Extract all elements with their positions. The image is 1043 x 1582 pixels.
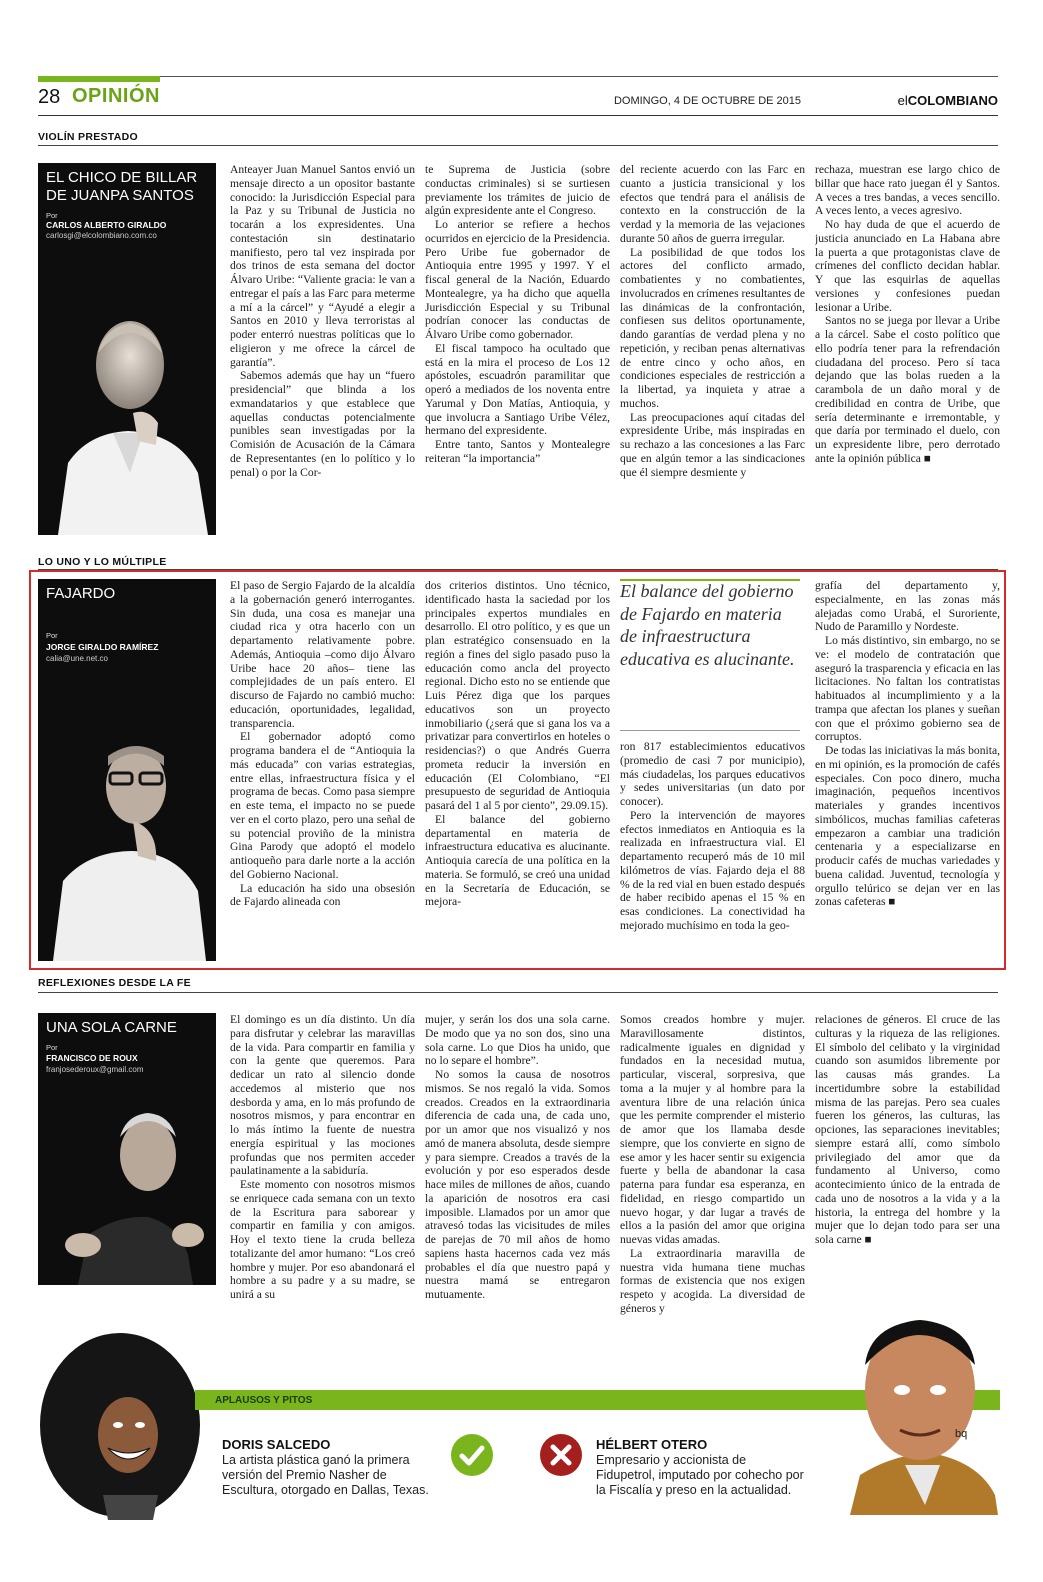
- paragraph: ron 817 establecimientos educativos (promedio de casi 7 por municipio), más ciudadelas, los parques educativos y sedes universitarias (un dato por conocer).: [620, 740, 805, 808]
- pito-name: HÉLBERT OTERO: [596, 1437, 708, 1452]
- highlight-box: [29, 570, 1006, 970]
- paragraph: El domingo es un día distinto. Un día para disfrutar y celebrar las maravillas de la vida. Para compartir en familia y con la gente que queremos. Para dedicar un rato al silencio donde accedemos al misterio que nos desborda y ama, en lo más profundo de nosotros mismos, y para encontrar en lo más íntimo la fuente de nuestra energía espiritual y las mociones profundas que nos permiten acceder paulatinamente a la sabiduría.: [230, 1013, 415, 1178]
- author-portrait-box: [38, 163, 216, 535]
- byline-prefix: Por: [46, 211, 58, 220]
- paragraph: Entre tanto, Santos y Montealegre reiteran “la importancia”: [425, 438, 610, 465]
- cross-icon: [540, 1434, 582, 1476]
- byline-prefix: Por: [46, 1043, 58, 1052]
- aplausos-title: APLAUSOS Y PITOS: [215, 1395, 313, 1406]
- author-email: calia@une.net.co: [46, 654, 108, 663]
- helbert-otero-caricature: [830, 1305, 1010, 1515]
- paragraph: El gobernador adoptó como programa bandera el de “Antioquia la más educada” con varias estrategias, entre ellas, infraestructura física y el programa de becas. Como pasa siempre en este tema, el impacto no se puede ver en el corto plazo, pero una señal de su potencial proviño de la ministra Gina Parody que adoptó el modelo antioqueño para darle norte a la acción del Gobierno Nacional.: [230, 730, 415, 881]
- header-bottom-rule: [38, 115, 998, 116]
- page-number: 28: [38, 86, 61, 108]
- byline-prefix: Por: [46, 631, 58, 640]
- article-title: FAJARDO: [46, 585, 116, 602]
- paragraph: Somos creados hombre y mujer. Maravillosamente distintos, radicalmente iguales en dignidad y fundados en la necesidad mutua, particular, visceral, sorpresiva, que toma a la mujer y al hombre para la aventura libre de una relación única que les permite comprender el misterio de amor que los llamaba desde siempre, que los convierte en signo de ese amor y les hacer sentir su exigencia fuerte y bella de abandonar la casa paterna para fundar esa esperanza, en fidelidad, en riesgo compartido un nuevo hogar, y dar lugar a través de ellos a la pasión del amor que origina nuevas vidas amadas.: [620, 1013, 805, 1246]
- cartoonist-signature: bq: [955, 1428, 968, 1440]
- article-column: [620, 1013, 805, 1375]
- section-name: OPINIÓN: [72, 85, 160, 107]
- section-rule: [38, 992, 998, 993]
- paragraph: del reciente acuerdo con las Farc en cuanto a justicia transicional y los efectos que tendrá para el análisis de contexto en la construcción de la verdad y la memoria de las vejaciones durante 50 años de guerra irregular.: [620, 163, 805, 245]
- paragraph: dos criterios distintos. Uno técnico, identificado hasta la saciedad por los principales expertos mundiales en desarrollo. El otro político, y es que un plan estratégico consensuado en la región a fines del siglo pasado puso la educación como ancla del proyecto regional. Dicho esto no se entiende que Luis Pérez diga que los parques educativos son un proyecto inmobiliario (¿será que si gana los va a privatizar para convertirlos en hoteles o residencias?) o que Andrés Guerra prometa reducir la inversión en educación (El Colombiano, “El presupuesto de seguridad de Antioquia pasará del 1 al 5 por ciento”, 29.09.15).: [425, 579, 610, 812]
- check-icon: [451, 1434, 493, 1476]
- section-rule: [38, 145, 998, 146]
- author-email: franjosederoux@gmail.com: [46, 1065, 144, 1074]
- paragraph: El balance del gobierno departamental en materia de infraestructura educativa es alucinante. Antioquia carecía de una política en la materia. Se formuló, se creó una unidad en la Secretaría de Educación, se mejora-: [425, 812, 610, 909]
- paragraph: grafía del departamento y, especialmente, en las zonas más alejadas como Urabá, el Suroriente, Nudo de Paramillo y Nordeste.: [815, 579, 1000, 634]
- author-name: JORGE GIRALDO RAMÍREZ: [46, 642, 159, 652]
- article-column: [620, 163, 805, 543]
- paragraph: No hay duda de que el acuerdo de justicia anunciado en La Habana abre la puerta a que protagonistas clave de crímenes del conflicto decidan hablar. Y que las esquirlas de aquellas versiones y confesiones puedan lesionar a Uribe.: [815, 218, 1000, 314]
- author-email: carlosgi@elcolombiano.com.co: [46, 231, 157, 240]
- paragraph: La educación ha sido una obsesión de Fajardo alineada con: [230, 881, 415, 909]
- article-column: [815, 1013, 1000, 1285]
- article-title: UNA SOLA CARNE: [46, 1019, 177, 1036]
- author-photo: [38, 1085, 216, 1285]
- paragraph: Sabemos además que hay un “fuero presidencial” que blinda a los exmandatarios y que establece que aquellas conductas potencialmente punibles sean investigadas por la Comisión de Acusación de la Cámara de Representantes (en lo político y lo penal) o por la Cor-: [230, 369, 415, 479]
- paragraph: Lo más distintivo, sin embargo, no se ve: el modelo de contratación que aseguró la trasparencia y eficacia en las licitaciones. No faltan los contratistas habituados al incumplimiento y a la trampa que afectan los planes y sueñan con que el próximo gobierno sea de corruptos.: [815, 634, 1000, 744]
- pito-text: Empresario y accionista de Fidupetrol, imputado por cohecho por la Fiscalía y preso en la actualidad.: [596, 1453, 804, 1497]
- author-name: FRANCISCO DE ROUX: [46, 1053, 138, 1063]
- header-rule: [38, 76, 998, 77]
- paragraph: mujer, y serán los dos una sola carne. De modo que ya no son dos, sino una sola carne. Lo que Dios ha unido, que no lo separe el hombre”.: [425, 1013, 610, 1068]
- paragraph: Pero la intervención de mayores efectos inmediatos en Antioquia es la realizada en infraestructura vial. El departamento recuperó más de 10 mil kilómetros de vías. Fajardo deja el 88 % de la red vial en buen estado después de haber recibido apenas el 15 % en esas condiciones. La conectividad ha mejorado muchísimo en toda la geo-: [620, 808, 805, 932]
- aplauso-text: La artista plástica ganó la primera versión del Premio Nasher de Escultura, otorgado en Dallas, Texas.: [222, 1453, 429, 1497]
- article-title: EL CHICO DE BILLAR DE JUANPA SANTOS: [46, 169, 198, 204]
- paragraph: El fiscal tampoco ha ocultado que está en la mira el proceso de Los 12 apóstoles, escuadrón paramilitar que operó a mediados de los noventa entre Yarumal y Don Matías, Antioquia, y que involucra a Santiago Uribe Vélez, hermano del expresidente.: [425, 341, 610, 438]
- column-kicker: VIOLÍN PRESTADO: [38, 131, 138, 143]
- column-kicker: REFLEXIONES DESDE LA FE: [38, 977, 191, 989]
- author-name: CARLOS ALBERTO GIRALDO: [46, 220, 167, 230]
- paragraph: La extraordinaria maravilla de nuestra vida humana tiene muchas formas de existencia que nos exigen respeto y acogida. La diversidad de géneros y: [620, 1246, 805, 1315]
- paragraph: Santos no se juega por llevar a Uribe a la cárcel. Sabe el costo político que ello podría tener para la refrendación ciudadana del proceso. Pero sí taca dejando que las bolas rueden a la carambola de un daño moral y de credibilidad en contra de Uribe, que sería determinante e irremontable, y que daría por terminado el duelo, con un expresidente libre, pero derrotado ante la opinión pública ■: [815, 314, 1000, 465]
- paragraph: El paso de Sergio Fajardo de la alcaldía a la gobernación generó interrogantes. Sin duda, una cosa es manejar una ciudad rica y otra hacerlo con un departamento relativamente pobre. Además, Antioquia –como dijo Álvaro Uribe hace 20 años– tiene las complejidades de un país entero. El discurso de Fajardo no cambió mucho: educación, oportunidades, legalidad, transparencia.: [230, 579, 415, 730]
- column-kicker: LO UNO Y LO MÚLTIPLE: [38, 556, 167, 568]
- paragraph: Las preocupaciones aquí citadas del expresidente Uribe, más inspiradas en su rechazo a las concesiones a las Farc que en algún temor a las sindicaciones que él siempre desmiente y: [620, 410, 805, 479]
- paragraph: Anteayer Juan Manuel Santos envió un mensaje directo a un opositor bastante conocido: la Jurisdicción Especial para la Paz y su Tribunal de Justicia no tocarán a los expresidentes. Una contestación sin destinatario manifiesto, pero tal vez inspirada por dos trinos de esta semana del doctor Álvaro Uribe: “Valiente gracia: le van a entregar el país a las Farc para meterme a mí a la cárcel” y “Ayudé a elegir a Santos en 2010 y lleva terroristas al poder enterró nuestras políticas que lo eligieron y me ofrece la cárcel de garantía”.: [230, 163, 415, 369]
- article-column: [815, 163, 1000, 543]
- doris-salcedo-caricature: [38, 1330, 203, 1530]
- article-column: [230, 1013, 415, 1375]
- aplauso-name: DORIS SALCEDO: [222, 1437, 331, 1452]
- article-column: [425, 1013, 610, 1375]
- pull-quote: El balance del gobierno de Fajardo en materia de infraestructura educativa es alucinante.: [620, 581, 795, 669]
- paragraph: La posibilidad de que todos los actores del conflicto armado, combatientes y no combatientes, involucrados en crímenes resultantes de las dinámicas de la confrontación, confiesen sus delitos oportunamente, dando garantías de verdad plena y no repetición, y reciban penas alternativas de entre cinco y ocho años, en condiciones especiales de restricción a la libertad, ya inquieta y atrae a muchos.: [620, 245, 805, 410]
- newspaper-name-main: COLOMBIANO: [907, 93, 998, 108]
- paragraph: relaciones de géneros. El cruce de las culturas y la riqueza de las religiones. El símbolo del celibato y la virginidad cuando son asumidos libremente por las causas más grandes. La incertidumbre sobre la estabilidad misma de las parejas. Pero sea cuales fueren los géneros, las culturas, las opciones, las separaciones inevitables; siempre estará allí, como símbolo privilegiado del amor que da fundamento al Universo, como acontecimiento único de la entrada de cada uno de nosotros a la vida y a la historia, la entrega del hombre y la mujer que lo dejan todo para ser una sola carne ■: [815, 1013, 1000, 1246]
- author-photo: [38, 273, 216, 535]
- author-portrait-box: [38, 1013, 216, 1285]
- dateline: DOMINGO, 4 DE OCTUBRE DE 2015: [613, 95, 801, 107]
- newspaper-name: [898, 93, 998, 108]
- paragraph: Lo anterior se refiere a hechos ocurridos en ejercicio de la Presidencia. Pero Uribe fue gobernador de Antioquia entre 1995 y 1997. Y el fiscal general de la Nación, Eduardo Montealegre, ya ha dicho que aquella Jurisdicción Especial y su Tribunal podrían conocer las conductas de Álvaro Uribe como gobernador.: [425, 218, 610, 341]
- article-column: [425, 163, 610, 543]
- paragraph: te Suprema de Justicia (sobre conductas criminales) si se surtiesen previamente los trámites de juicio de algún expresidente ante el Congreso.: [425, 163, 610, 218]
- section-color-tab: [38, 76, 160, 82]
- paragraph: No somos la causa de nosotros mismos. Se nos regaló la vida. Somos creados. Creados en la extraordinaria diferencia de cada una, de cada uno, por un amor que nos visualizó y nos amó de manera absoluta, desde siempre y para siempre. Creados a través de la evolución y por eso esperados desde hace miles de millones de años, cuando la aparición de nosotros era casi imposible. Llamados por un amor que atravesó todas las vicisitudes de miles de parejas de 70 mil años de homo sapiens hasta hacernos cada vez más probables el día que nuestro papá y nuestra mamá se entregaron mutuamente.: [425, 1068, 610, 1301]
- paragraph: De todas las iniciativas la más bonita, en mi opinión, es la promoción de cafés especiales. Con poco dinero, mucha imaginación, pequeños incentivos materiales y grandes incentivos simbólicos, muchas familias cafeteras empezaron a cambiar una tradición centenaria y a especializarse en producir cafés de muchas variedades y buena calidad. Juventud, tecnología y orgullo telúrico se dejan ver en las zonas cafeteras ■: [815, 744, 1000, 909]
- paragraph: rechaza, muestran ese largo chico de billar que hace rato juegan él y Santos. A veces a tres bandas, a veces sencillo. A veces lento, a veces agresivo.: [815, 163, 1000, 218]
- article-column: [230, 163, 415, 543]
- newspaper-name-prefix: el: [897, 93, 908, 108]
- paragraph: Este momento con nosotros mismos se enriquece cada semana con un texto de la Escritura para saborear y compartir en familia y con amigos. Hoy el texto tiene la cruda belleza totalizante del amor humano: “Los creó hombre y mujer. Por eso abandonará el hombre a su padre y a su madre, se unirá a su: [230, 1178, 415, 1301]
